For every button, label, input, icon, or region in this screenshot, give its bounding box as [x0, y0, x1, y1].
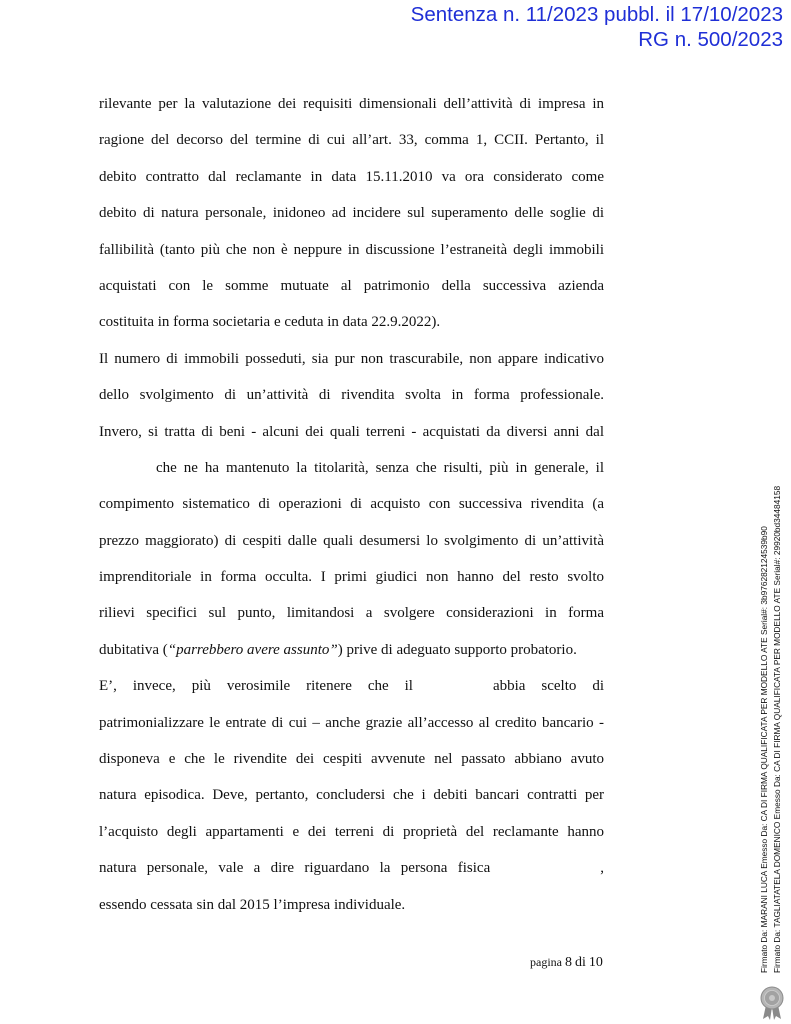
text-fragment: natura personale, vale a dire riguardano la persona fisica: [99, 860, 491, 877]
text-line: debito di natura personale, inidoneo ad incidere sul superamento delle soglie di: [99, 205, 604, 222]
case-number: RG n. 500/2023: [638, 28, 783, 51]
text-line-redacted: [99, 668, 604, 704]
page-of: di: [575, 955, 586, 970]
page-number: [530, 955, 603, 971]
text-line: fallibilità (tanto più che non è neppure in discussione l’estraneità degli immobili: [99, 241, 604, 258]
text-line: debito contratto dal reclamante in data 15.11.2010 va ora considerato come: [99, 168, 604, 185]
text-line: prezzo maggiorato) di cespiti dalle quali desumersi lo svolgimento di un’attività: [99, 532, 604, 549]
page-label: pagina: [530, 955, 562, 969]
page-total: 10: [588, 955, 603, 970]
page-current: 8: [565, 955, 572, 970]
text-line: acquistati con le somme mutuate al patrimonio della successiva azienda: [99, 277, 604, 294]
digital-signature-1: Firmato Da: MARANI LUCA Emesso Da: CA DI FIRMA QUALIFICATA PER MODELLO ATE Serial#: 3b976282124539b90: [759, 526, 769, 973]
text-line: costituita in forma societaria e ceduta in data 22.9.2022).: [99, 314, 441, 331]
text-fragment: ,: [600, 860, 604, 877]
text-line-redacted: [99, 450, 604, 486]
text-line-quote: [99, 632, 604, 668]
text-line: imprenditoriale in forma occulta. I primi giudici non hanno del resto svolto: [99, 569, 604, 586]
text-line: rilievi specifici sul punto, limitandosi a svolgere considerazioni in forma: [99, 605, 604, 622]
text-line: essendo cessata sin dal 2015 l’impresa individuale.: [99, 896, 406, 913]
text-line: natura episodica. Deve, pertanto, concludersi che i debiti bancari contratti per: [99, 787, 604, 804]
text-fragment: che ne ha mantenuto la titolarità, senza che risulti, più in generale, il: [156, 459, 604, 476]
italic-quote: “parrebbero avere assunto”: [167, 641, 338, 658]
text-line: Invero, si tratta di beni - alcuni dei quali terreni - acquistati da diversi anni dal: [99, 423, 604, 440]
text-fragment: dubitativa (: [99, 641, 168, 658]
sentence-reference: Sentenza n. 11/2023 pubbl. il 17/10/2023: [410, 3, 783, 26]
text-line: rilevante per la valutazione dei requisiti dimensionali dell’attività di impresa in: [99, 96, 604, 112]
text-line: patrimonializzare le entrate di cui – anche grazie all’accesso al credito bancario -: [99, 714, 604, 731]
document-body: [99, 86, 604, 923]
digital-signature-2: Firmato Da: TAGLIATATELA DOMENICO Emesso Da: CA DI FIRMA QUALIFICATA PER MODELLO ATE Serial#: 29920bd34484158: [772, 485, 782, 973]
document-header: [411, 2, 783, 52]
text-line: Il numero di immobili posseduti, sia pur non trascurabile, non appare indicativo: [99, 350, 604, 367]
text-line-redacted: [99, 850, 604, 886]
text-line: dello svolgimento di un’attività di rivendita svolta in forma professionale.: [99, 387, 604, 404]
text-line: compimento sistematico di operazioni di acquisto con successiva rivendita (a: [99, 496, 604, 513]
text-line: disponeva e che le rivendite dei cespiti avvenute nel passato abbiano avuto: [99, 751, 604, 768]
text-fragment: abbia scelto di: [492, 678, 604, 695]
text-fragment: E’, invece, più verosimile ritenere che il: [99, 678, 413, 695]
text-line: ragione del decorso del termine di cui all’art. 33, comma 1, CCII. Pertanto, il: [99, 132, 604, 149]
signature-seal-icon: [757, 985, 787, 1021]
text-fragment: ) prive di adeguato supporto probatorio.: [337, 641, 577, 658]
text-line: l’acquisto degli appartamenti e dei terreni di proprietà del reclamante hanno: [99, 823, 604, 840]
